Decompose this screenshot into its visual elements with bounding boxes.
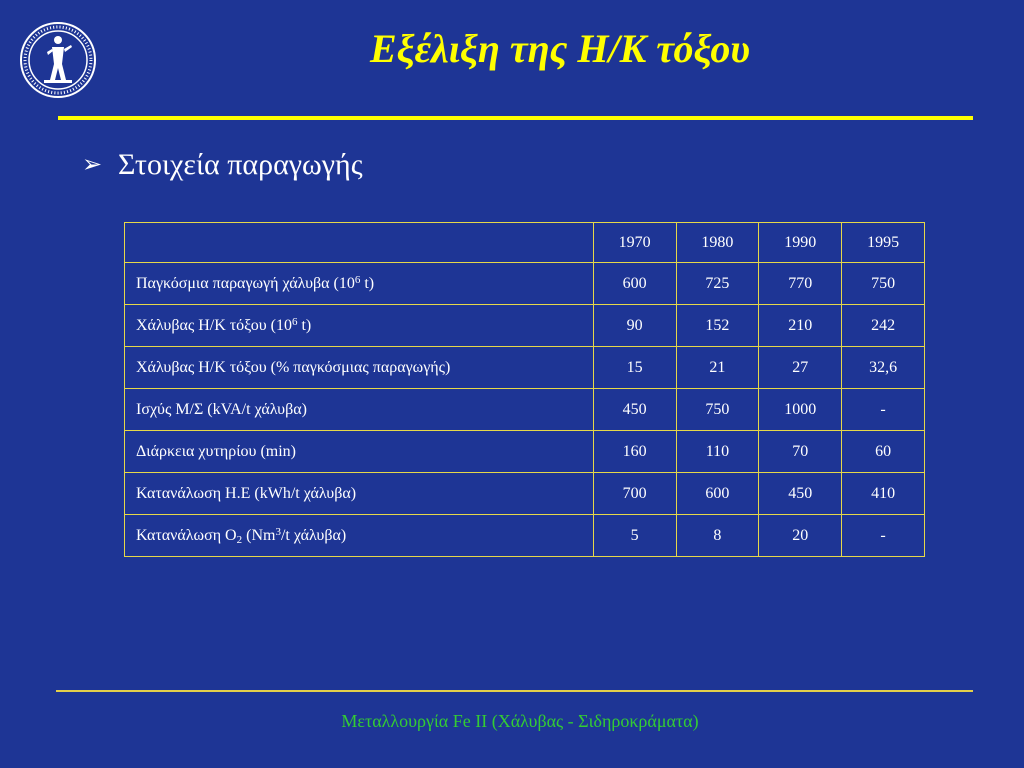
row-label-pre: Κατανάλωση Η.Ε (kWh/t χάλυβα) — [136, 484, 357, 502]
value-cell: 32,6 — [842, 347, 925, 389]
header-cell-year: 1970 — [593, 223, 676, 263]
value-cell: 60 — [842, 431, 925, 473]
value-cell: 450 — [593, 389, 676, 431]
table-row — [125, 305, 925, 347]
value-cell: 410 — [842, 473, 925, 515]
title-divider — [58, 116, 973, 120]
bullet-item — [82, 144, 363, 185]
value-cell: 70 — [759, 431, 842, 473]
slide-title: Εξέλιξη της Η/Κ τόξου — [369, 26, 751, 71]
value-cell: 90 — [593, 305, 676, 347]
university-seal-icon — [18, 20, 98, 100]
row-label-pre: Κατανάλωση Ο — [136, 526, 237, 544]
value-cell: 700 — [593, 473, 676, 515]
row-label-pre: Χάλυβας Η/Κ τόξου (10 — [136, 317, 292, 334]
table-row — [125, 389, 925, 431]
row-label-pre: Ισχύς Μ/Σ (kVA/t χάλυβα) — [136, 400, 307, 418]
value-cell: 160 — [593, 431, 676, 473]
row-label — [125, 347, 594, 389]
bullet-text: Στοιχεία παραγωγής — [118, 148, 363, 181]
row-label-pre: Χάλυβας Η/Κ τόξου (% παγκόσμιας παραγωγής) — [136, 358, 451, 376]
header-cell-year: 1995 — [842, 223, 925, 263]
row-label-post: t) — [297, 317, 312, 334]
value-cell: - — [842, 515, 925, 557]
value-cell: 27 — [759, 347, 842, 389]
table-row — [125, 473, 925, 515]
arrow-bullet-icon: ➢ — [82, 150, 103, 178]
value-cell: 600 — [676, 473, 759, 515]
row-label-post: /t χάλυβα) — [280, 526, 347, 544]
production-data-table — [124, 222, 925, 557]
footer-text: Μεταλλουργία Fe II (Χάλυβας - Σιδηροκράματα) — [341, 711, 699, 731]
value-cell: 1000 — [759, 389, 842, 431]
table-header-row — [125, 223, 925, 263]
header-cell-empty — [125, 223, 594, 263]
value-cell: 5 — [593, 515, 676, 557]
row-label-sup: 6 — [291, 316, 298, 328]
header-cell-year: 1990 — [759, 223, 842, 263]
value-cell: 21 — [676, 347, 759, 389]
value-cell: 750 — [842, 263, 925, 305]
table-row — [125, 263, 925, 305]
value-cell: 8 — [676, 515, 759, 557]
value-cell: 15 — [593, 347, 676, 389]
row-label-post: t) — [360, 275, 375, 292]
row-label-sub: 2 — [236, 533, 243, 546]
value-cell: 600 — [593, 263, 676, 305]
value-cell: 770 — [759, 263, 842, 305]
value-cell: 750 — [676, 389, 759, 431]
value-cell: 242 — [842, 305, 925, 347]
value-cell: 152 — [676, 305, 759, 347]
row-label — [125, 515, 594, 557]
table-row — [125, 347, 925, 389]
table-row — [125, 431, 925, 473]
value-cell: 450 — [759, 473, 842, 515]
row-label — [125, 263, 594, 305]
row-label — [125, 431, 594, 473]
row-label-mid: (Nm — [242, 526, 276, 544]
row-label-pre: Διάρκεια χυτηρίου (min) — [136, 442, 297, 460]
value-cell: 725 — [676, 263, 759, 305]
row-label-sup: 3 — [275, 525, 281, 538]
value-cell: - — [842, 389, 925, 431]
value-cell: 110 — [676, 431, 759, 473]
header-cell-year: 1980 — [676, 223, 759, 263]
value-cell: 210 — [759, 305, 842, 347]
value-cell: 20 — [759, 515, 842, 557]
row-label — [125, 473, 594, 515]
row-label — [125, 305, 594, 347]
row-label-pre: Παγκόσμια παραγωγή χάλυβα (10 — [136, 275, 355, 292]
footer-divider — [56, 690, 973, 692]
table-row — [125, 515, 925, 557]
row-label-sup: 6 — [354, 274, 361, 286]
row-label — [125, 389, 594, 431]
